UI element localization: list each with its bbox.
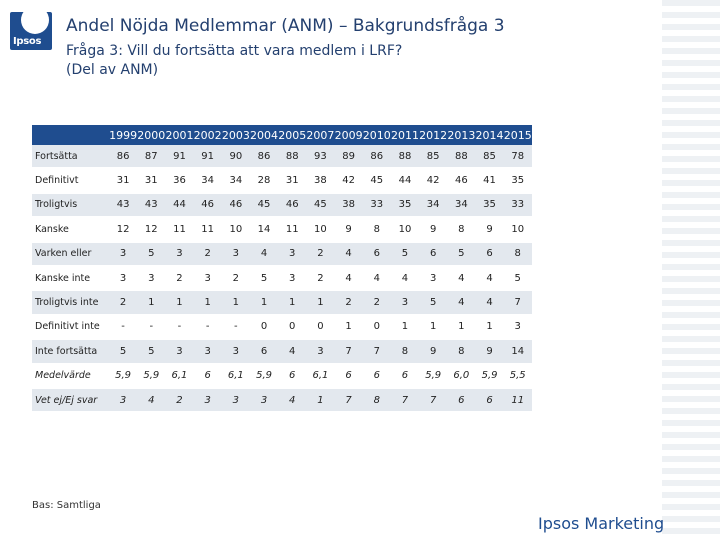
table-cell: 10 [306,218,334,242]
table-cell: - [137,316,165,340]
table-cell: 3 [109,267,137,291]
table-cell: 6,1 [306,365,334,389]
table-cell: 11 [194,218,222,242]
table-cell: 93 [306,145,334,169]
table-cell: 1 [222,291,250,315]
table-cell: 2 [165,267,193,291]
row-label: Vet ej/Ej svar [32,389,109,413]
table-cell: 6 [278,365,306,389]
logo-circle [21,12,49,34]
table-cell: 88 [391,145,419,169]
table-cell: 5 [447,243,475,267]
table-cell: 85 [419,145,447,169]
table-row [32,340,532,364]
table-cell: 7 [363,340,391,364]
header-corner [32,125,109,145]
table-cell: 5,9 [137,365,165,389]
table-cell: 4 [475,267,503,291]
table-row [32,291,532,315]
decorative-stripes [662,0,720,540]
table-cell: 2 [335,291,363,315]
table-cell: 1 [391,316,419,340]
table-cell: 7 [335,389,363,413]
table-cell: 1 [278,291,306,315]
table-row [32,267,532,291]
table-cell: 35 [475,194,503,218]
table-cell: 38 [306,169,334,193]
table-cell: 85 [475,145,503,169]
table-row [32,145,532,169]
table-cell: 3 [109,389,137,413]
subtitle-question: Fråga 3: Vill du fortsätta att vara medlem i LRF? [66,43,403,59]
table-cell: 8 [447,218,475,242]
table-cell: 5 [109,340,137,364]
table-cell: 6 [391,365,419,389]
table-cell: 2 [194,243,222,267]
table-cell: 33 [363,194,391,218]
table-cell: 43 [109,194,137,218]
table-cell: 2 [306,243,334,267]
table-row [32,169,532,193]
table-cell: 90 [222,145,250,169]
table-cell: 5 [137,340,165,364]
table-cell: 5 [419,291,447,315]
table-cell: 0 [278,316,306,340]
table-cell: 34 [447,194,475,218]
page-title: Andel Nöjda Medlemmar (ANM) – Bakgrundsfråga 3 [66,16,505,36]
year-header: 2000 [137,125,165,145]
results-table [32,125,532,413]
year-header: 2012 [419,125,447,145]
table-cell: 35 [504,169,532,193]
table-cell: - [194,316,222,340]
table-cell: 86 [363,145,391,169]
table-cell: 44 [165,194,193,218]
table-cell: 3 [278,243,306,267]
table-cell: 6,1 [222,365,250,389]
table-cell: 8 [363,389,391,413]
table-cell: - [222,316,250,340]
logo-text: Ipsos [13,36,42,47]
table-cell: 8 [504,243,532,267]
footnote: Bas: Samtliga [32,500,101,511]
table-cell: 46 [194,194,222,218]
table-cell: 1 [335,316,363,340]
table-cell: 6 [363,365,391,389]
table-cell: 4 [137,389,165,413]
table-cell: 14 [250,218,278,242]
table-cell: 1 [419,316,447,340]
table-cell: 86 [250,145,278,169]
table-cell: 1 [306,389,334,413]
year-header: 2007 [306,125,334,145]
table-cell: 3 [250,389,278,413]
year-header: 2015 [504,125,532,145]
table-cell: 4 [250,243,278,267]
table-cell: 10 [222,218,250,242]
year-header: 2011 [391,125,419,145]
table-cell: 4 [335,243,363,267]
table-cell: 46 [278,194,306,218]
table-cell: 3 [391,291,419,315]
table-cell: 10 [391,218,419,242]
table-cell: 34 [419,194,447,218]
year-header: 2001 [165,125,193,145]
table-cell: 2 [363,291,391,315]
header-row [32,125,532,145]
table-cell: 42 [335,169,363,193]
year-header: 2009 [335,125,363,145]
table-cell: 5 [391,243,419,267]
table-cell: 4 [363,267,391,291]
row-label: Varken eller [32,243,109,267]
table-cell: 36 [165,169,193,193]
table-cell: 87 [137,145,165,169]
table-cell: 91 [165,145,193,169]
table-cell: 5,9 [475,365,503,389]
table-cell: 5 [137,243,165,267]
table-cell: 5 [504,267,532,291]
row-label: Fortsätta [32,145,109,169]
table-cell: 3 [165,243,193,267]
table-cell: 89 [335,145,363,169]
table-cell: 4 [391,267,419,291]
table-cell: 1 [137,291,165,315]
table-cell: 6 [447,389,475,413]
table-cell: 12 [137,218,165,242]
table-cell: 6 [475,243,503,267]
table-cell: 3 [194,340,222,364]
table-cell: - [165,316,193,340]
table-cell: 3 [194,267,222,291]
table-cell: 5,5 [504,365,532,389]
table-cell: 4 [278,389,306,413]
year-header: 2005 [278,125,306,145]
table-cell: 6,1 [165,365,193,389]
row-label: Troligtvis [32,194,109,218]
table-cell: 3 [306,340,334,364]
table-row [32,243,532,267]
table-cell: 7 [335,340,363,364]
table-cell: 1 [165,291,193,315]
table-cell: 5,9 [419,365,447,389]
table-cell: 9 [419,218,447,242]
table-cell: 6 [475,389,503,413]
table-cell: 4 [335,267,363,291]
table-cell: 4 [447,267,475,291]
row-label: Inte fortsätta [32,340,109,364]
table-cell: 1 [194,291,222,315]
table-cell: 2 [222,267,250,291]
year-header: 1999 [109,125,137,145]
table-cell: 33 [504,194,532,218]
table-cell: 3 [165,340,193,364]
row-label: Definitivt [32,169,109,193]
table-cell: 1 [475,316,503,340]
table-row [32,365,532,389]
table-cell: 4 [475,291,503,315]
table-cell: 34 [222,169,250,193]
table-cell: 5,9 [109,365,137,389]
table-cell: 3 [419,267,447,291]
table-cell: 3 [222,243,250,267]
year-header: 2010 [363,125,391,145]
table-cell: 35 [391,194,419,218]
table-cell: 8 [363,218,391,242]
row-label: Troligtvis inte [32,291,109,315]
table-cell: 12 [109,218,137,242]
table-cell: 91 [194,145,222,169]
table-cell: 88 [447,145,475,169]
table-cell: 46 [447,169,475,193]
year-header: 2014 [475,125,503,145]
table-cell: 0 [250,316,278,340]
table-cell: 45 [306,194,334,218]
table-row [32,389,532,413]
table-cell: 6 [250,340,278,364]
table-cell: 14 [504,340,532,364]
table-cell: 3 [194,389,222,413]
table-row [32,194,532,218]
year-header: 2004 [250,125,278,145]
ipsos-logo [10,12,52,50]
year-header: 2003 [222,125,250,145]
table-cell: 43 [137,194,165,218]
table-cell: 9 [475,340,503,364]
table-cell: 28 [250,169,278,193]
subtitle-note: (Del av ANM) [66,62,159,78]
table-cell: 3 [222,389,250,413]
table-row [32,316,532,340]
year-header: 2002 [194,125,222,145]
table-cell: 31 [137,169,165,193]
table-cell: 3 [222,340,250,364]
table-cell: 0 [363,316,391,340]
table-cell: 7 [391,389,419,413]
table-cell: 2 [306,267,334,291]
table-cell: 7 [504,291,532,315]
row-label: Kanske inte [32,267,109,291]
table-cell: 6 [363,243,391,267]
table-cell: 6 [335,365,363,389]
table-cell: 45 [250,194,278,218]
table-cell: 8 [391,340,419,364]
table-cell: 11 [504,389,532,413]
table-cell: 31 [109,169,137,193]
table-cell: 42 [419,169,447,193]
table-cell: 78 [504,145,532,169]
table-cell: 3 [137,267,165,291]
table-cell: 1 [250,291,278,315]
table-cell: 5 [250,267,278,291]
row-label: Kanske [32,218,109,242]
table-cell: 11 [278,218,306,242]
table-cell: 3 [109,243,137,267]
table-cell: 41 [475,169,503,193]
table-cell: 7 [419,389,447,413]
table-cell: 45 [363,169,391,193]
table-cell: 1 [447,316,475,340]
subtitle [66,42,402,80]
table-cell: 86 [109,145,137,169]
table-cell: 46 [222,194,250,218]
table-cell: 38 [335,194,363,218]
table-cell: 6,0 [447,365,475,389]
table-cell: 44 [391,169,419,193]
table-row [32,218,532,242]
table-cell: 6 [194,365,222,389]
row-label: Medelvärde [32,365,109,389]
table-cell: 4 [447,291,475,315]
table-cell: 8 [447,340,475,364]
table-cell: 9 [475,218,503,242]
table-cell: 2 [165,389,193,413]
table-cell: 3 [504,316,532,340]
table-cell: 6 [419,243,447,267]
table-cell: 2 [109,291,137,315]
table-cell: 3 [278,267,306,291]
table-cell: 31 [278,169,306,193]
table-cell: 11 [165,218,193,242]
table-cell: 10 [504,218,532,242]
table-cell: 9 [419,340,447,364]
table-cell: 88 [278,145,306,169]
table-cell: 9 [335,218,363,242]
table-cell: 4 [278,340,306,364]
brand-name: Ipsos Marketing [538,514,665,533]
year-header: 2013 [447,125,475,145]
table-cell: - [109,316,137,340]
table-cell: 34 [194,169,222,193]
table-cell: 0 [306,316,334,340]
table-cell: 1 [306,291,334,315]
row-label: Definitivt inte [32,316,109,340]
table-cell: 5,9 [250,365,278,389]
